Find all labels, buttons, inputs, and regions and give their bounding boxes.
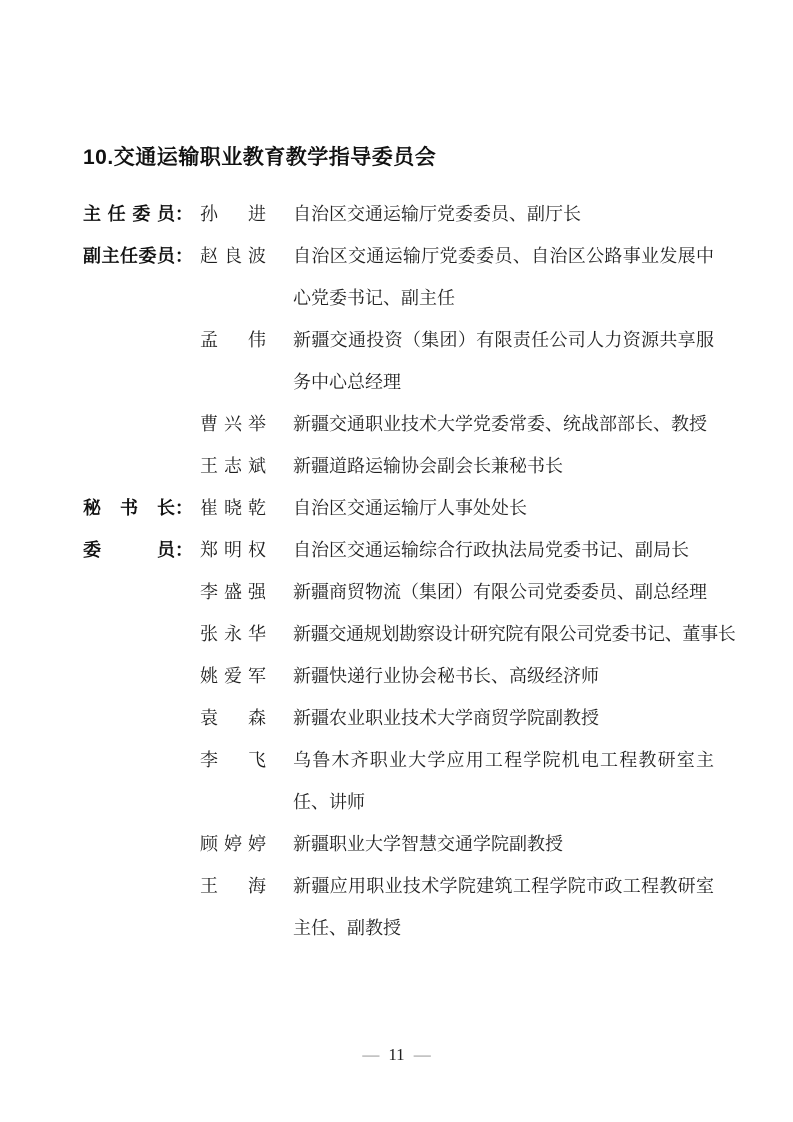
committee-row-secretary-general (83, 487, 743, 529)
committee-row-vice-chairman (83, 235, 743, 319)
role-label: 主任委员 (83, 204, 175, 224)
member-position: 新疆应用职业技术学院建筑工程学院市政工程教研室主任、副教授 (293, 876, 714, 938)
committee-row (83, 697, 743, 739)
committee-row (83, 865, 743, 949)
member-position: 新疆交通规划勘察设计研究院有限公司党委书记、董事长 (293, 624, 736, 644)
role-label: 委员 (83, 540, 175, 560)
member-name: 孟伟 (200, 330, 266, 350)
member-name: 袁森 (200, 708, 266, 728)
member-name: 孙进 (200, 204, 266, 224)
committee-row (83, 613, 743, 655)
member-position: 新疆交通投资（集团）有限责任公司人力资源共享服务中心总经理 (293, 330, 714, 392)
role-colon: ： (175, 204, 193, 224)
role-label: 秘书长 (83, 498, 175, 518)
member-name: 姚爱军 (200, 666, 266, 686)
member-position: 自治区交通运输厅人事处处长 (293, 498, 527, 518)
role-colon: ： (175, 498, 193, 518)
committee-row (83, 655, 743, 697)
footer-dash-left: — (362, 1045, 380, 1064)
member-position: 乌鲁木齐职业大学应用工程学院机电工程教研室主任、讲师 (293, 750, 714, 812)
committee-member-list (83, 193, 743, 949)
committee-row (83, 319, 743, 403)
member-position: 新疆职业大学智慧交通学院副教授 (293, 834, 563, 854)
committee-row (83, 739, 743, 823)
member-position: 新疆道路运输协会副会长兼秘书长 (293, 456, 563, 476)
member-position: 自治区交通运输厅党委委员、副厅长 (293, 204, 581, 224)
role-label: 副主任委员 (83, 246, 175, 266)
role-label-cell (83, 487, 193, 529)
committee-row (83, 403, 743, 445)
page-footer (0, 1041, 793, 1069)
committee-row (83, 823, 743, 865)
member-name: 张永华 (200, 624, 266, 644)
member-name: 李飞 (200, 750, 266, 770)
committee-row-chairman (83, 193, 743, 235)
member-name: 曹兴举 (200, 414, 266, 434)
member-name: 崔晓乾 (200, 498, 266, 518)
member-position: 新疆快递行业协会秘书长、高级经济师 (293, 666, 599, 686)
member-position: 自治区交通运输厅党委委员、自治区公路事业发展中心党委书记、副主任 (293, 246, 714, 308)
member-position: 新疆商贸物流（集团）有限公司党委委员、副总经理 (293, 582, 707, 602)
member-position: 新疆农业职业技术大学商贸学院副教授 (293, 708, 599, 728)
member-name: 顾婷婷 (200, 834, 266, 854)
role-label-cell (83, 193, 193, 235)
member-name: 李盛强 (200, 582, 266, 602)
section-title: 10.交通运输职业教育教学指导委员会 (83, 146, 437, 169)
role-colon: ： (175, 246, 193, 266)
committee-row (83, 445, 743, 487)
footer-dash-right: — (413, 1045, 431, 1064)
role-label-cell (83, 235, 193, 277)
page-number: 11 (388, 1045, 405, 1064)
committee-row (83, 571, 743, 613)
member-name: 郑明权 (200, 540, 266, 560)
member-position: 自治区交通运输综合行政执法局党委书记、副局长 (293, 540, 689, 560)
member-name: 王志斌 (200, 456, 266, 476)
member-position: 新疆交通职业技术大学党委常委、统战部部长、教授 (293, 414, 707, 434)
member-name: 赵良波 (200, 246, 266, 266)
role-colon: ： (175, 540, 193, 560)
role-label-cell (83, 529, 193, 571)
member-name: 王海 (200, 876, 266, 896)
committee-row-member (83, 529, 743, 571)
